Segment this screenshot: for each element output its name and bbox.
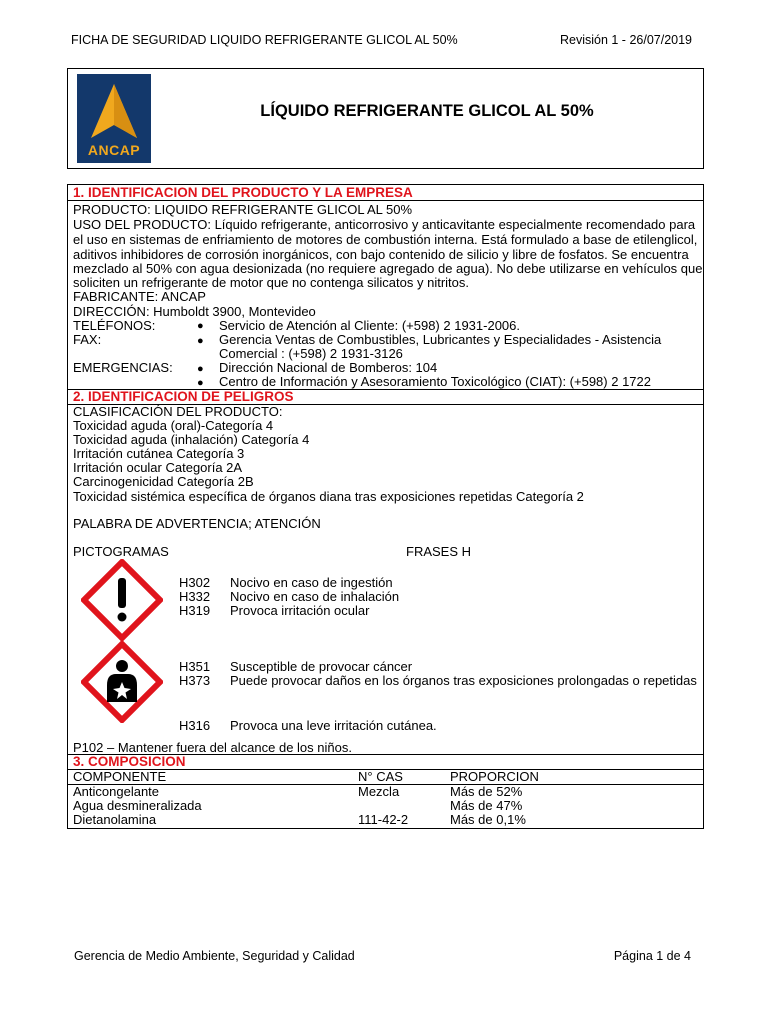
main-content-box	[67, 184, 704, 829]
ancap-logo	[77, 74, 151, 163]
fabricante-line: FABRICANTE: ANCAP	[73, 289, 206, 304]
frases-label: FRASES H	[406, 544, 472, 559]
contact-item: Centro de Información y Asesoramiento Toxicológico (CIAT): (+598) 2 1722	[219, 374, 651, 389]
footer-department: Gerencia de Medio Ambiente, Seguridad y Calidad	[74, 949, 355, 963]
table-cell-component: Agua desmineralizada	[73, 798, 202, 813]
footer-page-number: Página 1 de 4	[613, 949, 691, 963]
bullet-icon: ●	[197, 335, 204, 347]
bullet-icon: ●	[197, 377, 204, 389]
column-header: PROPORCION	[450, 769, 539, 784]
title-box	[67, 68, 704, 169]
h-phrase-code: H319	[179, 603, 211, 618]
column-header: N° CAS	[358, 769, 403, 784]
bullet-icon: ●	[197, 320, 204, 332]
emergencias-label: EMERGENCIAS:	[73, 360, 173, 375]
header-revision: Revisión 1 - 26/07/2019	[559, 33, 692, 47]
h-phrase-text: Nocivo en caso de ingestión	[230, 575, 393, 590]
table-cell-proportion: Más de 52%	[450, 784, 523, 799]
pictogramas-label: PICTOGRAMAS	[73, 544, 169, 559]
h-phrase-text: Nocivo en caso de inhalación	[230, 589, 400, 604]
exclamation-mark-icon	[81, 559, 163, 641]
contact-item: Gerencia Ventas de Combustibles, Lubricantes y Especialidades - Asistencia	[219, 332, 662, 347]
section1-heading-text: 1. IDENTIFICACION DEL PRODUCTO Y LA EMPRESA	[73, 185, 413, 200]
clasificacion-item: Irritación cutánea Categoría 3	[73, 446, 245, 461]
h-phrase-code: H316	[179, 718, 211, 733]
signal-word: PALABRA DE ADVERTENCIA; ATENCIÓN	[73, 516, 321, 531]
table-cell-component: Anticongelante	[73, 784, 160, 799]
h-phrase-text: Provoca una leve irritación cutánea.	[230, 718, 437, 733]
h-phrase-text: Provoca irritación ocular	[230, 603, 370, 618]
contact-item: Dirección Nacional de Bomberos: 104	[219, 360, 438, 375]
direccion-line: DIRECCIÓN: Humboldt 3900, Montevideo	[73, 304, 316, 319]
product-line: PRODUCTO: LIQUIDO REFRIGERANTE GLICOL AL 50%	[73, 202, 413, 217]
clasificacion-item: Irritación ocular Categoría 2A	[73, 460, 243, 475]
clasificacion-item: Toxicidad aguda (oral)-Categoría 4	[73, 418, 274, 433]
health-hazard-icon	[81, 641, 163, 723]
telefonos-label: TELÉFONOS:	[73, 318, 156, 333]
uso-line-5: soliciten un refrigerante de motor que no contenga silicatos y nitritos.	[73, 275, 469, 290]
table-cell-cas: Mezcla	[358, 784, 400, 799]
h-phrase-text: Susceptible de provocar cáncer	[230, 659, 413, 674]
section2-heading-text: 2. IDENTIFICACION DE PELIGROS	[73, 389, 294, 404]
fax-label: FAX:	[73, 332, 102, 347]
h-phrase-code: H351	[179, 659, 211, 674]
table-cell-component: Dietanolamina	[73, 812, 157, 827]
table-cell-cas: 111-42-2	[358, 812, 409, 827]
header-document-title: FICHA DE SEGURIDAD LIQUIDO REFRIGERANTE GLICOL AL 50%	[71, 33, 458, 47]
uso-line-3: aditivos inhibidores de corrosión inorgánicos, con bajo contenido de silicio y libre de fosfatos. Se encuentra	[73, 247, 689, 262]
uso-line-1: USO DEL PRODUCTO: Líquido refrigerante, anticorrosivo y anticavitante especialmente recomendado para	[73, 217, 696, 232]
h-phrase-code: H302	[179, 575, 211, 590]
document-title: LÍQUIDO REFRIGERANTE GLICOL AL 50%	[260, 102, 594, 120]
clasificacion-item: Carcinogenicidad Categoría 2B	[73, 474, 254, 489]
section2-heading	[68, 389, 703, 405]
table-cell-proportion: Más de 47%	[450, 798, 523, 813]
h-phrase-code: H373	[179, 673, 211, 688]
table-cell-proportion: Más de 0,1%	[450, 812, 526, 827]
bullet-icon: ●	[197, 363, 204, 375]
p-statement: P102 – Mantener fuera del alcance de los niños.	[73, 740, 352, 755]
h-phrase-code: H332	[179, 589, 211, 604]
clasificacion-title: CLASIFICACIÓN DEL PRODUCTO:	[73, 404, 283, 419]
logo-text: ANCAP	[87, 142, 141, 158]
clasificacion-item: Toxicidad aguda (inhalación) Categoría 4	[73, 432, 310, 447]
clasificacion-item: Toxicidad sistémica específica de órganos diana tras exposiciones repetidas Categoría 2	[73, 489, 584, 504]
column-header: COMPONENTE	[73, 769, 167, 784]
section1-heading	[68, 185, 703, 201]
section3-heading-text: 3. COMPOSICION	[73, 754, 186, 769]
h-phrase-text: Puede provocar daños en los órganos tras exposiciones prolongadas o repetidas	[230, 673, 697, 688]
uso-line-2: el uso en sistemas de enfriamiento de motores de combustión interna. Está formulado a base de etilenglicol,	[73, 232, 698, 247]
contact-item-continuation: Comercial : (+598) 2 1931-3126	[219, 346, 403, 361]
uso-line-4: mezclado al 50% con agua desionizada (no requiere agregado de agua). No debe utilizarse en vehículos que	[73, 261, 703, 276]
composition-header-row	[68, 770, 703, 785]
contact-item: Servicio de Atención al Cliente: (+598) 2 1931-2006.	[219, 318, 520, 333]
section3-heading	[68, 754, 703, 770]
